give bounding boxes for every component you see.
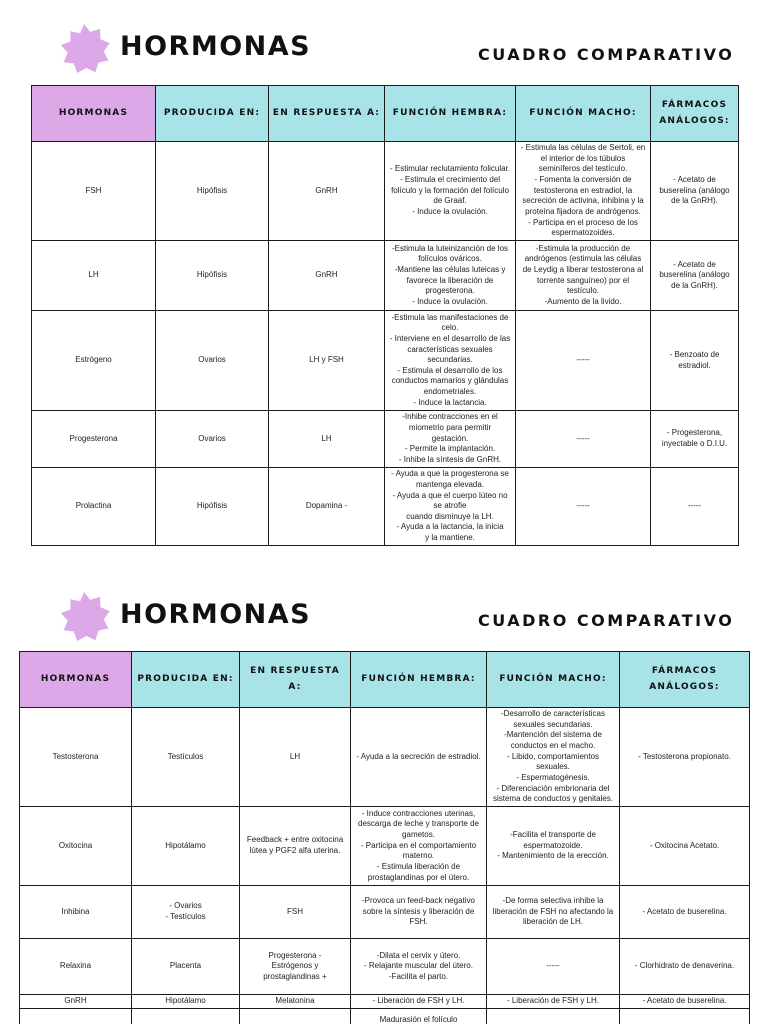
header-producida-en: PRODUCIDA EN: (132, 652, 240, 708)
male-function: -Facilita el transporte de espermatozoide. - Mantenimiento de la erección. (487, 807, 620, 886)
hormone-name: Inhibina (20, 886, 132, 939)
female-function: - Ayuda a la secreción de estradiol. (351, 708, 487, 807)
analog-drugs: - Benzoato de estradiol. (651, 311, 739, 411)
hormone-name: Prolactina (32, 468, 156, 546)
analog-drugs: - Acetato de buserelina (análogo de la GnRH). (651, 142, 739, 241)
male-function: ----- (516, 411, 651, 468)
table-row (32, 241, 739, 311)
header-en-respuesta-a: EN RESPUESTA A: (269, 86, 385, 142)
header-farmacos-analogos: FÁRMACOS ANÁLOGOS: (651, 86, 739, 142)
header-funcion-macho: FUNCIÓN MACHO: (487, 652, 620, 708)
female-function: Madurasión el folículo (351, 1009, 487, 1024)
produced-in: Testículos (132, 708, 240, 807)
in-response-to (240, 1009, 351, 1024)
produced-in: Hipotálamo (132, 807, 240, 886)
table-row (32, 311, 739, 411)
header-producida-en: PRODUCIDA EN: (156, 86, 269, 142)
analog-drugs: - Progesterona, inyectable o D.I.U. (651, 411, 739, 468)
female-function: -Provoca un feed-back negativo sobre la síntesis y liberación de FSH. (351, 886, 487, 939)
analog-drugs: - Acetato de buserelina. (620, 886, 750, 939)
table-header-row (32, 86, 739, 142)
in-response-to: LH y FSH (269, 311, 385, 411)
page-title: HORMONAS (120, 31, 312, 62)
table-row (20, 886, 750, 939)
produced-in (132, 1009, 240, 1024)
female-function: -Estimula las manifestaciones de celo. - Interviene en el desarrollo de las características sexuales secundarias. - Estimula el desarrollo de los conductos mamarios y glándulas endometriales. - Induce la lactancia. (385, 311, 516, 411)
produced-in: Ovarios (156, 311, 269, 411)
female-function: - Induce contracciones uterinas, descarga de leche y transporte de gametos. - Participa en el comportamiento materno. - Estimula liberación de prostaglandinas por el útero. (351, 807, 487, 886)
page-subtitle: CUADRO COMPARATIVO (478, 611, 735, 630)
header-hormonas: HORMONAS (32, 86, 156, 142)
in-response-to: Feedback + entre oxitocina lútea y PGF2 alfa uterina. (240, 807, 351, 886)
table-row (20, 995, 750, 1009)
section-2 (0, 568, 768, 1024)
table-row (32, 142, 739, 241)
produced-in: Hipófisis (156, 241, 269, 311)
hormones-table-2 (19, 651, 750, 1024)
analog-drugs: - Acetato de buserelina (análogo de la GnRH). (651, 241, 739, 311)
in-response-to: FSH (240, 886, 351, 939)
in-response-to: Progesterona - Estrógenos y prostaglandinas + (240, 939, 351, 995)
in-response-to: Dopamina - (269, 468, 385, 546)
hormone-name: GnRH (20, 995, 132, 1009)
analog-drugs: - Acetato de buserelina. (620, 995, 750, 1009)
hormone-name: Testosterona (20, 708, 132, 807)
header-funcion-hembra: FUNCIÓN HEMBRA: (385, 86, 516, 142)
produced-in: Ovarios (156, 411, 269, 468)
male-function: -Desarrollo de características sexuales secundarias. -Mantención del sistema de conductos en el macho. - Libido, comportamientos sexuales. - Espermatogénesis. - Diferenciación embrionaria del sistema de conductos y genitales. (487, 708, 620, 807)
female-function: - Ayuda a que la progesterona se mantenga elevada. - Ayuda a que el cuerpo lúteo no se atrofie cuando disminuye la LH. - Ayuda a la lactancia, la inicia y la mantiene. (385, 468, 516, 546)
header-en-respuesta-a: EN RESPUESTA A: (240, 652, 351, 708)
male-function: -Estimula la producción de andrógenos (estimula las células de Leydig a liberar testosterona al torrente sanguíneo) por el testículo. -Aumento de la livido. (516, 241, 651, 311)
page-subtitle: CUADRO COMPARATIVO (478, 45, 735, 64)
hormone-name: Progesterona (32, 411, 156, 468)
male-function: -De forma selectiva inhibe la liberación de FSH no afectando la liberación de LH. (487, 886, 620, 939)
table-row (20, 708, 750, 807)
table-row (20, 807, 750, 886)
female-function: -Dilata el cervix y útero. - Relajante muscular del útero. -Facilita el parto. (351, 939, 487, 995)
analog-drugs: ----- (651, 468, 739, 546)
header-farmacos-analogos: FÁRMACOS ANÁLOGOS: (620, 652, 750, 708)
hormone-name: LH (32, 241, 156, 311)
produced-in: Hipófisis (156, 142, 269, 241)
analog-drugs: - Testosterona propionato. (620, 708, 750, 807)
analog-drugs (620, 1009, 750, 1024)
hormone-name: Estrógeno (32, 311, 156, 411)
female-function: -Inhibe contracciones en el miometrio para permitir gestación. - Permite la implantación. - Inhibe la síntesis de GnRH. (385, 411, 516, 468)
in-response-to: Melatonina (240, 995, 351, 1009)
in-response-to: GnRH (269, 241, 385, 311)
produced-in: Hipotálamo (132, 995, 240, 1009)
hormone-name: FSH (32, 142, 156, 241)
table-row (32, 468, 739, 546)
hormone-name: Relaxina (20, 939, 132, 995)
male-function: ----- (516, 468, 651, 546)
male-function: - Liberación de FSH y LH. (487, 995, 620, 1009)
produced-in: - Ovarios - Testículos (132, 886, 240, 939)
header-funcion-macho: FUNCIÓN MACHO: (516, 86, 651, 142)
flower-badge-icon (57, 591, 111, 645)
hormone-name (20, 1009, 132, 1024)
female-function: -Estimula la luteinizanción de los folículos ováricos. -Mantiene las células luteicas y favorece la liberación de progesterona. - Induce la ovulación. (385, 241, 516, 311)
table-row (20, 939, 750, 995)
analog-drugs: - Oxitocina Acetato. (620, 807, 750, 886)
analog-drugs: - Clorhidrato de denaverina. (620, 939, 750, 995)
hormones-table-1 (31, 85, 739, 546)
table-row (32, 411, 739, 468)
flower-badge-icon (57, 23, 111, 77)
female-function: - Liberación de FSH y LH. (351, 995, 487, 1009)
table-header-row (20, 652, 750, 708)
male-function (487, 1009, 620, 1024)
header-hormonas: HORMONAS (20, 652, 132, 708)
in-response-to: LH (269, 411, 385, 468)
produced-in: Placenta (132, 939, 240, 995)
header-funcion-hembra: FUNCIÓN HEMBRA: (351, 652, 487, 708)
page-title: HORMONAS (120, 599, 312, 630)
in-response-to: GnRH (269, 142, 385, 241)
in-response-to: LH (240, 708, 351, 807)
female-function: - Estimular reclutamiento folicular. - Estimula el crecimiento del folículo y la formación del folículo de Graaf. - Induce la ovulación. (385, 142, 516, 241)
hormone-name: Oxitocina (20, 807, 132, 886)
produced-in: Hipófisis (156, 468, 269, 546)
male-function: - Estimula las células de Sertoli, en el interior de los túbulos seminíferos del testículo. - Fomenta la conversión de testosterona en estradiol, la secreción de activina, inhibina y la proteína fijadora de andrógenos. - Participa en el proceso de los espermatozoides. (516, 142, 651, 241)
table-row (20, 1009, 750, 1024)
male-function: ----- (487, 939, 620, 995)
male-function: ----- (516, 311, 651, 411)
